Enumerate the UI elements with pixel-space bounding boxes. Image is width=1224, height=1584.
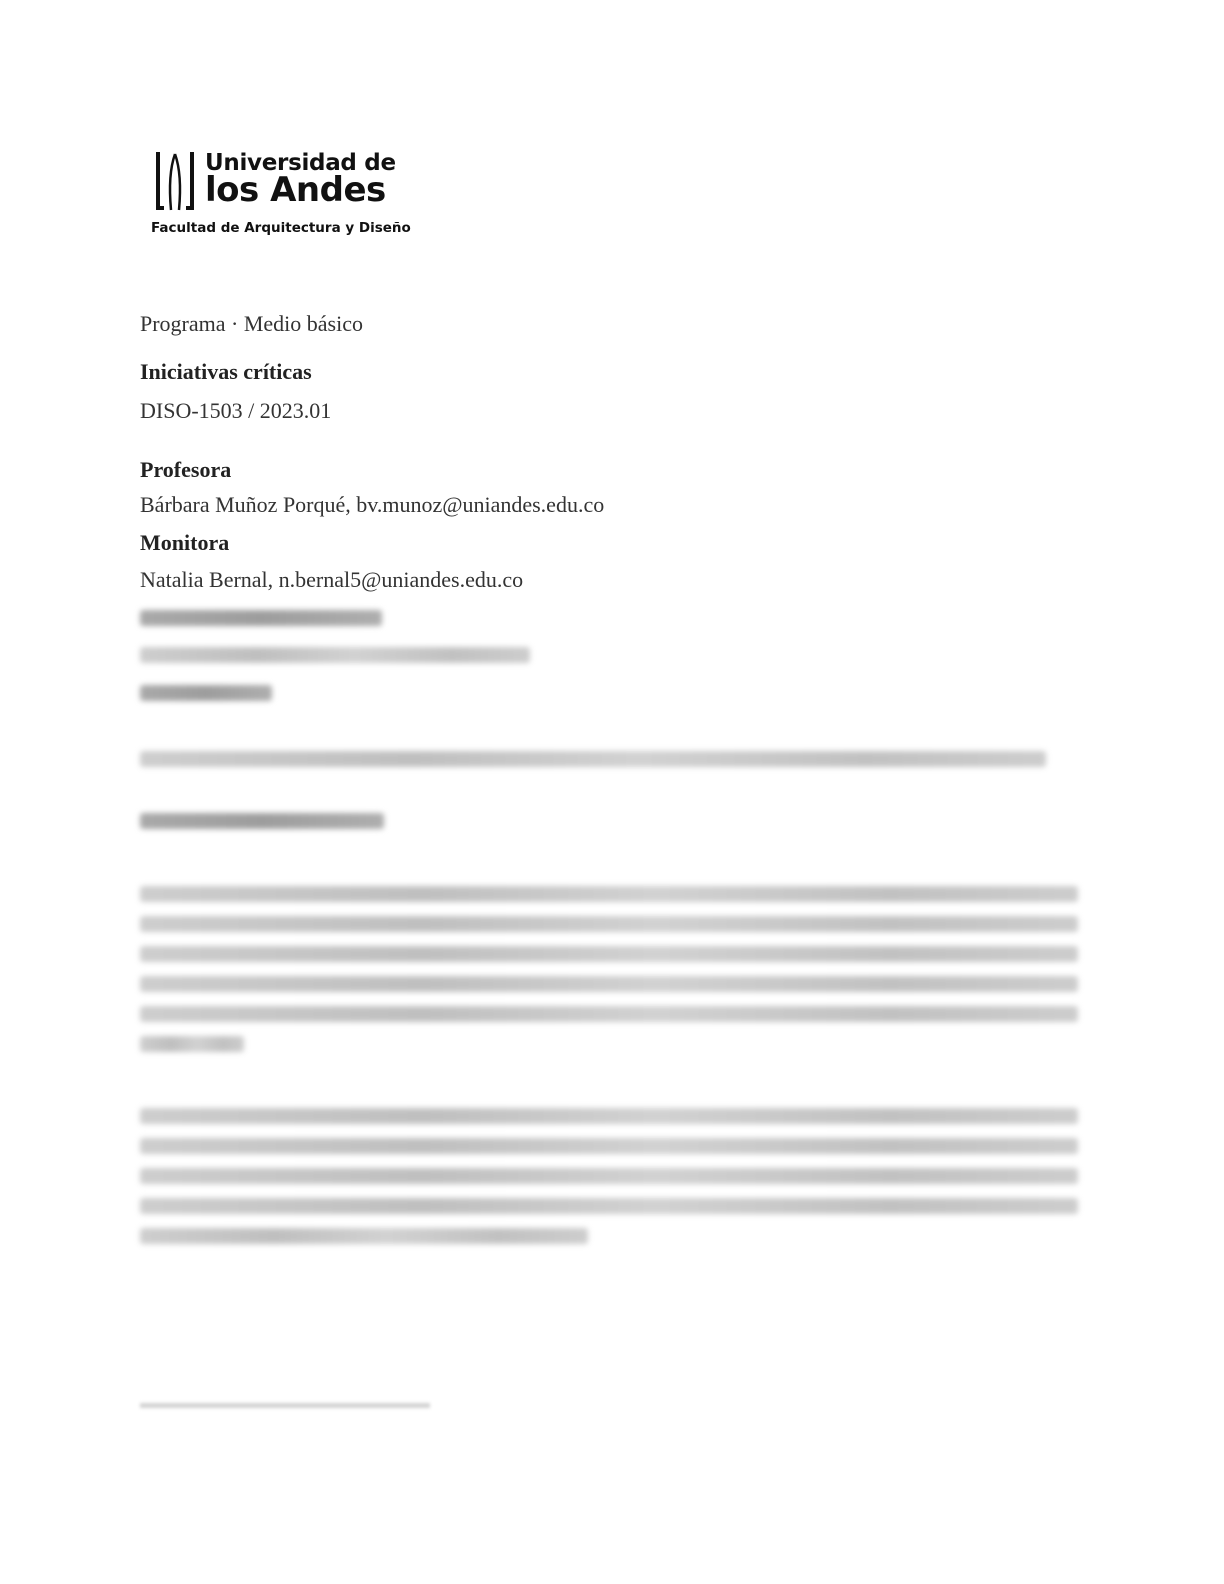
- course-code: DISO-1503 / 2023.01: [140, 398, 332, 423]
- course-title: Iniciativas críticas: [140, 359, 312, 384]
- blurred-text-line: [140, 1228, 588, 1244]
- blurred-text-line: [140, 751, 1046, 767]
- footnote-separator: [140, 1403, 430, 1408]
- professor-label: Profesora: [140, 457, 232, 482]
- blurred-text-line: [140, 886, 1078, 902]
- program-line: Programa · Medio básico: [140, 311, 363, 336]
- blurred-text-line: [140, 1138, 1078, 1154]
- logo-faculty-text: Facultad de Arquitectura y Diseño: [151, 220, 411, 236]
- blurred-text-line: [140, 1198, 1078, 1214]
- professor-info: Bárbara Muñoz Porqué, bv.munoz@uniandes.edu.co: [140, 492, 605, 517]
- logo-text-line2: los Andes: [205, 170, 386, 210]
- blurred-text-line: [140, 647, 530, 663]
- blurred-heading: [140, 685, 272, 701]
- blurred-text-line: [140, 1036, 244, 1052]
- blurred-text-line: [140, 946, 1078, 962]
- blurred-heading: [140, 610, 382, 626]
- blurred-content: [140, 600, 1080, 1260]
- blurred-text-line: [140, 916, 1078, 932]
- monitor-info: Natalia Bernal, n.bernal5@uniandes.edu.co: [140, 567, 524, 592]
- university-logo: [150, 148, 411, 240]
- blurred-text-line: [140, 1168, 1078, 1184]
- blurred-text-line: [140, 1006, 1078, 1022]
- monitor-label: Monitora: [140, 530, 230, 555]
- blurred-heading: [140, 813, 384, 829]
- blurred-text-line: [140, 1108, 1078, 1124]
- uniandes-emblem-icon: [150, 148, 200, 218]
- blurred-text-line: [140, 976, 1078, 992]
- logo-text-line1: Universidad de: [205, 150, 396, 176]
